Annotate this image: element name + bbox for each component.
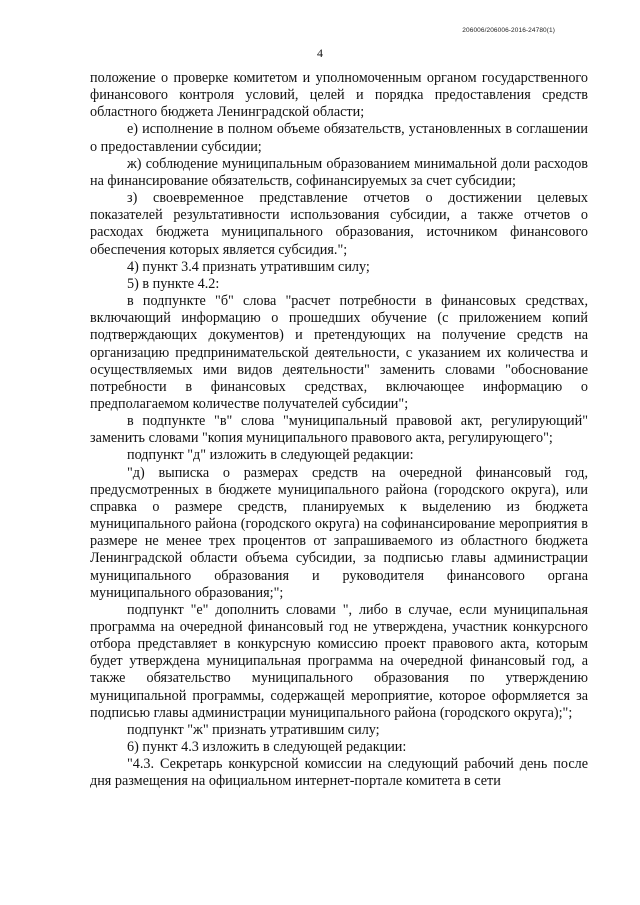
document-body <box>90 70 588 791</box>
page-number: 4 <box>317 46 323 60</box>
paragraph-subpoint-v: в подпункте "в" слова "муниципальный правовой акт, регулирующий" заменить словами "копия муниципального правового акта, регулирующего"; <box>90 413 588 447</box>
paragraph-subpoint-d-intro: подпункт "д" изложить в следующей редакции: <box>127 447 414 464</box>
paragraph-point-4-3: "4.3. Секретарь конкурсной комиссии на следующий рабочий день после дня размещения на официальном интернет-портале комитета в сети <box>90 756 588 790</box>
paragraph-item-e: е) исполнение в полном объеме обязательств, установленных в соглашении о предоставлении субсидии; <box>90 121 588 155</box>
document-id: 206006/206006-2016-24780(1) <box>462 27 555 34</box>
paragraph-continuation: положение о проверке комитетом и уполномоченным органом государственного финансового контроля условий, целей и порядка предоставления средств областного бюджета Ленинградской области; <box>90 70 588 121</box>
paragraph-point-4: 4) пункт 3.4 признать утратившим силу; <box>127 258 370 275</box>
paragraph-subpoint-b: в подпункте "б" слова "расчет потребности в финансовых средствах, включающий информацию о прошедших обучение (с приложением копий подтверждающих документов) и претендующих на получение средств на организацию предпринимательской деятельности, с указанием их количества и осуществляемых ими видов деятельности" заменить словами "обоснование потребности в финансовых средствах, включающее информацию о предполагаемом количестве получателей субсидии"; <box>90 293 588 412</box>
paragraph-subpoint-d-text: "д) выписка о размерах средств на очередной финансовый год, предусмотренных в бюджете муниципального района (городского округа), или справка о размере средств, планируемых к выделению из бюджета муниципального района (городского округа) на софинансирование мероприятия в размере не менее трех процентов от запрашиваемого из областного бюджета Ленинградской области объема субсидии, за подписью главы администрации муниципального образования и руководителя финансового органа муниципального образования;"; <box>90 464 588 601</box>
paragraph-point-5: 5) в пункте 4.2: <box>127 275 220 292</box>
paragraph-item-zh: ж) соблюдение муниципальным образованием минимальной доли расходов на финансирование обязательств, софинансируемых за счет субсидии; <box>90 155 588 189</box>
paragraph-point-6: 6) пункт 4.3 изложить в следующей редакции: <box>127 739 407 756</box>
paragraph-subpoint-zh: подпункт "ж" признать утратившим силу; <box>127 721 380 738</box>
paragraph-subpoint-e: подпункт "е" дополнить словами ", либо в случае, если муниципальная программа на очередной финансовый год не утверждена, участник конкурсного отбора представляет в конкурсную комиссию проект правового акта, которым будет утверждена муниципальная программа на очередной финансовый год, а также обязательство муниципального образования по утверждению муниципальной программы, содержащей мероприятие, которое оформляется за подписью главы администрации муниципального района (городского округа);"; <box>90 601 588 721</box>
paragraph-item-z: з) своевременное представление отчетов о достижении целевых показателей результативности использования субсидии, а также отчетов о расходах бюджета муниципального образования, источником финансового обеспечения которых является субсидия."; <box>90 190 588 258</box>
